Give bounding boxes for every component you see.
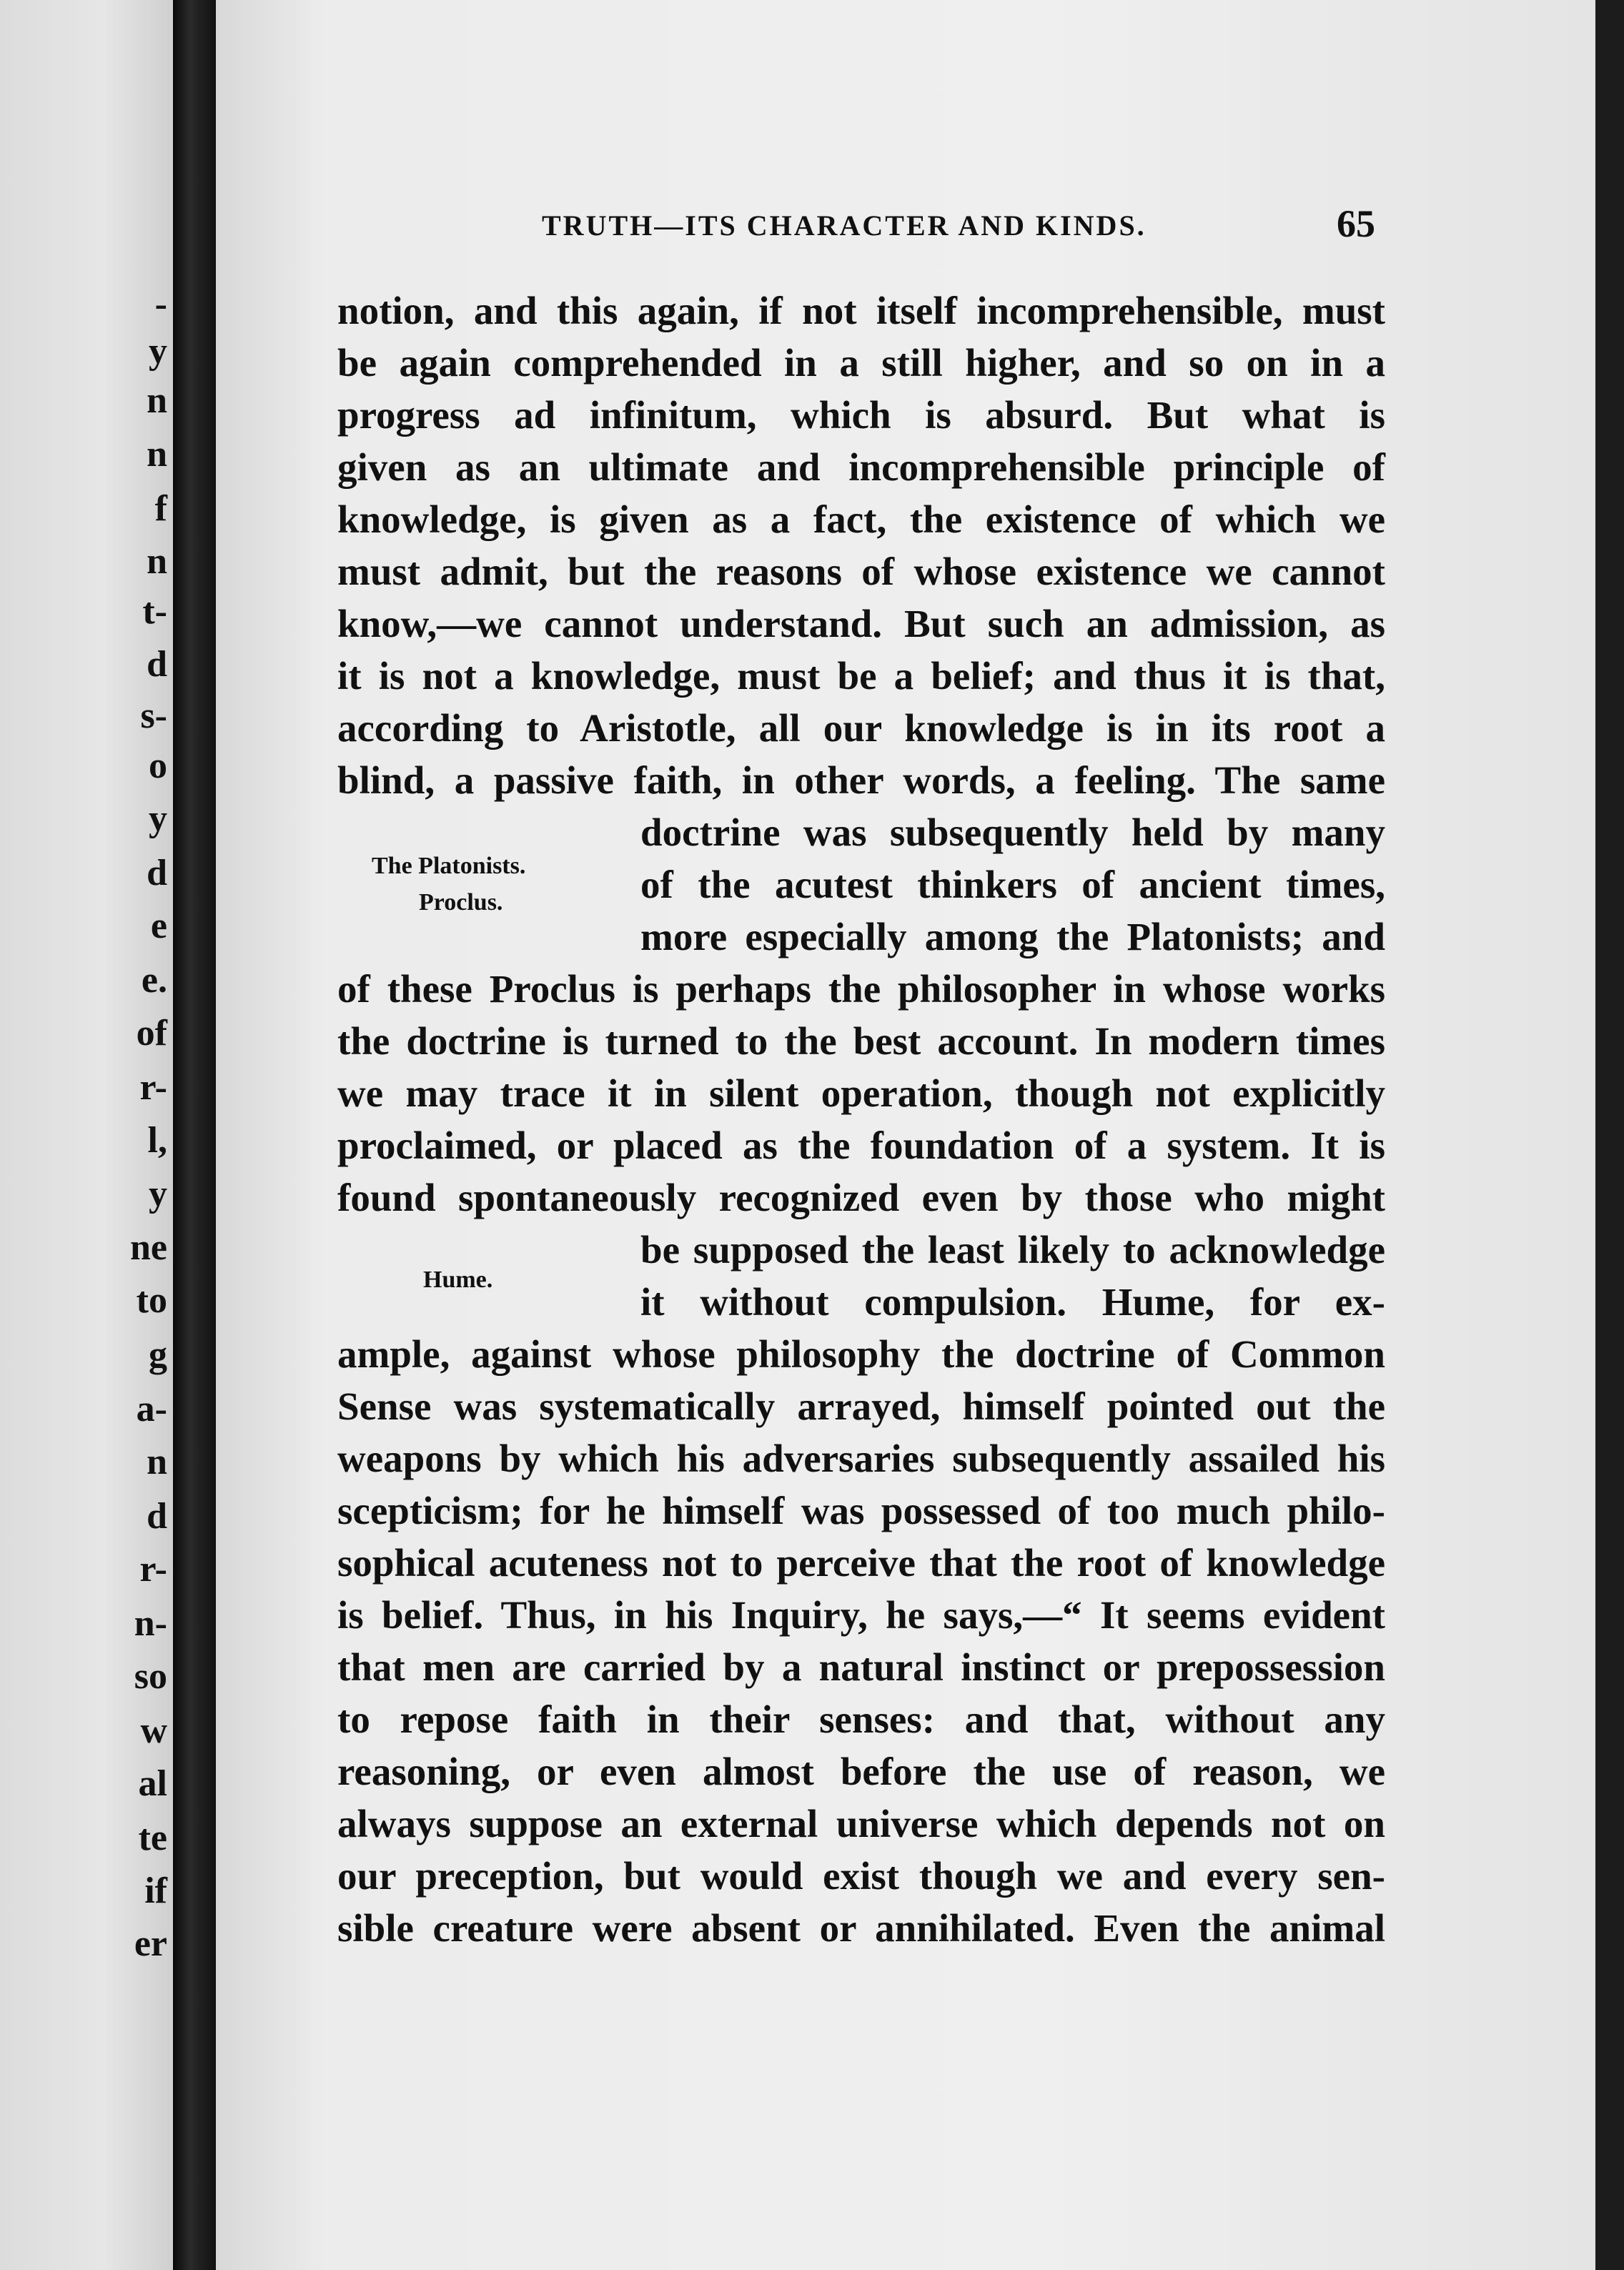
text-line: always suppose an external universe which depends not on [337, 1802, 1385, 1845]
book-gutter [173, 0, 216, 2270]
facing-page-fragment: a- [136, 1389, 167, 1429]
facing-page-fragment: er [134, 1923, 167, 1964]
text-line: is belief. Thus, in his Inquiry, he says,—“ It seems evident [337, 1593, 1385, 1637]
text-line: sible creature were absent or annihilated. Even the animal [337, 1906, 1385, 1950]
facing-page-fragment: w [140, 1710, 167, 1751]
facing-page-fragment: n [147, 434, 167, 475]
text-line: knowledge, is given as a fact, the existence of which we [337, 497, 1385, 541]
facing-page-fragment: d [147, 644, 167, 685]
facing-page-fragment: to [136, 1280, 167, 1321]
text-line: be supposed the least likely to acknowledge [640, 1228, 1385, 1272]
text-line: that men are carried by a natural instinct or prepossession [337, 1645, 1385, 1689]
body-text [337, 284, 1385, 1954]
facing-page-fragment: n [147, 380, 167, 421]
text-line: be again comprehended in a still higher, and so on in a [337, 341, 1385, 385]
text-line: it is not a knowledge, must be a belief; and thus it is that, [337, 654, 1385, 698]
text-line: must admit, but the reasons of whose existence we cannot [337, 550, 1385, 593]
facing-page-fragment: n [147, 1442, 167, 1482]
facing-page-fragment: so [134, 1656, 167, 1697]
facing-page-fragment: s- [140, 695, 167, 736]
text-line: more especially among the Platonists; and [640, 915, 1385, 958]
facing-page-fragment: n- [134, 1603, 167, 1644]
text-line: reasoning, or even almost before the use of reason, we [337, 1750, 1385, 1793]
facing-page-fragment: te [138, 1818, 167, 1858]
text-line: blind, a passive faith, in other words, a feeling. The same [337, 758, 1385, 802]
facing-page-edge [0, 0, 173, 2270]
facing-page-fragment: o [149, 745, 167, 786]
facing-page-fragment: y [149, 331, 167, 372]
text-line: it without compulsion. Hume, for ex- [640, 1280, 1385, 1324]
facing-page-fragment: e [150, 906, 167, 946]
facing-page-fragment: e. [141, 960, 167, 1001]
text-line: according to Aristotle, all our knowledge is in its root a [337, 706, 1385, 750]
text-line: know,—we cannot understand. But such an admission, as [337, 602, 1385, 645]
text-line: found spontaneously recognized even by those who might [337, 1176, 1385, 1219]
text-line: Sense was systematically arrayed, himself pointed out the [337, 1384, 1385, 1428]
text-line: to repose faith in their senses: and that, without any [337, 1697, 1385, 1741]
facing-page-fragment: d [147, 1496, 167, 1537]
facing-page-fragment: y [149, 798, 167, 839]
text-line: proclaimed, or placed as the foundation of a system. It is [337, 1124, 1385, 1167]
facing-page-fragment: r- [139, 1549, 167, 1590]
text-line: our preception, but would exist though we and every sen- [337, 1854, 1385, 1898]
sidenote-hume: Hume. [423, 1267, 493, 1293]
sidenote-platonists: The Platonists. [372, 853, 526, 879]
facing-page-fragment: n [147, 541, 167, 582]
text-line: doctrine was subsequently held by many [640, 811, 1385, 854]
text-line: weapons by which his adversaries subsequently assailed his [337, 1437, 1385, 1480]
facing-page-fragment: r- [139, 1067, 167, 1108]
facing-page-fragment: ne [130, 1227, 167, 1268]
facing-page-fragment: g [149, 1334, 167, 1375]
text-line: of the acutest thinkers of ancient times, [640, 863, 1385, 906]
facing-page-fragment: if [144, 1870, 167, 1911]
page-edge-shadow [1595, 0, 1624, 2270]
facing-page-fragment: y [149, 1174, 167, 1214]
facing-page-fragment: - [154, 284, 167, 324]
facing-page-fragment: l, [147, 1120, 167, 1161]
text-line: scepticism; for he himself was possessed of too much philo- [337, 1489, 1385, 1532]
page-number: 65 [1337, 202, 1375, 245]
text-line: sophical acuteness not to perceive that the root of knowledge [337, 1541, 1385, 1585]
text-line: progress ad infinitum, which is absurd. But what is [337, 393, 1385, 437]
sidenote-proclus: Proclus. [419, 889, 503, 916]
text-line: we may trace it in silent operation, though not explicitly [337, 1071, 1385, 1115]
text-line: notion, and this again, if not itself incomprehensible, must [337, 289, 1385, 332]
text-line: ample, against whose philosophy the doctrine of Common [337, 1332, 1385, 1376]
facing-page-fragment: t- [142, 591, 167, 632]
facing-page-fragment: f [154, 488, 167, 529]
text-line: of these Proclus is perhaps the philosopher in whose works [337, 967, 1385, 1011]
running-head: TRUTH—ITS CHARACTER AND KINDS. [542, 209, 1147, 242]
facing-page-fragment: d [147, 853, 167, 893]
facing-page-fragment: of [136, 1013, 167, 1054]
text-line: given as an ultimate and incomprehensible principle of [337, 445, 1385, 489]
facing-page-fragment: al [138, 1763, 167, 1804]
text-line: the doctrine is turned to the best account. In modern times [337, 1019, 1385, 1063]
